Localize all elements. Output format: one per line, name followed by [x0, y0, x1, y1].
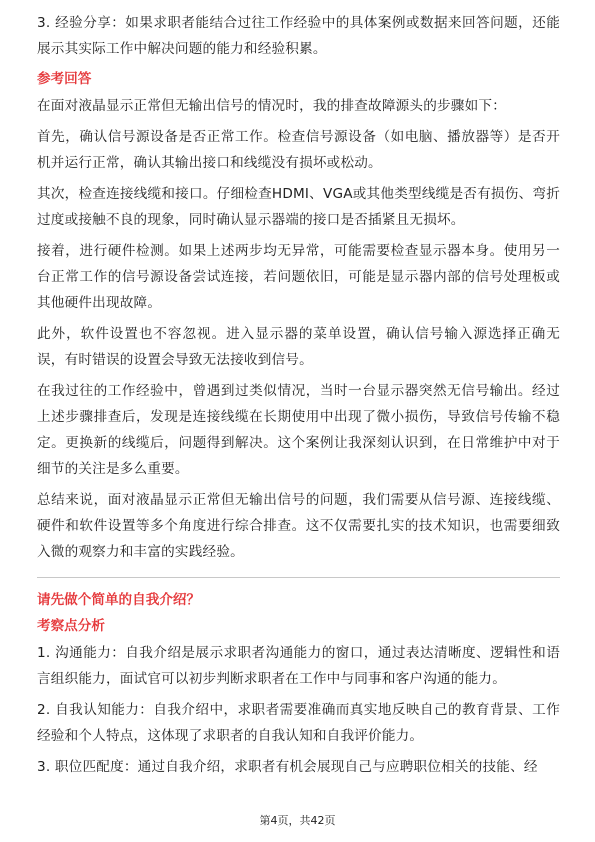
- analysis-item-job-fit: 3. 职位匹配度：通过自我介绍，求职者有机会展现自己与应聘职位相关的技能、经: [37, 759, 538, 775]
- section-divider: [37, 577, 560, 578]
- analysis-heading: 考察点分析: [37, 618, 105, 634]
- answer-paragraph-summary: 总结来说，面对液晶显示正常但无输出信号的问题，我们需要从信号源、连接线缆、硬件和软件设置等多个角度进行综合排查。这不仅需要扎实的技术知识，也需要细致入微的观察力和丰富的实践经验。: [37, 492, 560, 560]
- answer-paragraph-step1: 首先，确认信号源设备是否正常工作。检查信号源设备（如电脑、播放器等）是否开机并运行正常，确认其输出接口和线缆没有损坏或松动。: [37, 129, 560, 171]
- reference-answer-heading: 参考回答: [37, 71, 92, 87]
- answer-paragraph-step3: 接着，进行硬件检测。如果上述两步均无异常，可能需要检查显示器本身。使用另一台正常工作的信号源设备尝试连接，若问题依旧，可能是显示器内部的信号处理板或其他硬件出现故障。: [37, 243, 560, 311]
- answer-paragraph-intro: 在面对液晶显示正常但无输出信号的情况时，我的排查故障源头的步骤如下：: [37, 98, 506, 114]
- document-page: [37, 10, 560, 785]
- analysis-item-self-awareness: 2. 自我认知能力：自我介绍中，求职者需要准确而真实地反映自己的教育背景、工作经验和个人特点，这体现了求职者的自我认知和自我评价能力。: [37, 702, 560, 744]
- answer-paragraph-experience: 在我过往的工作经验中，曾遇到过类似情况，当时一台显示器突然无信号输出。经过上述步骤排查后，发现是连接线缆在长期使用中出现了微小损伤，导致信号传输不稳定。更换新的线缆后，问题得到解决。这个案例让我深刻认识到，在日常维护中对于细节的关注是多么重要。: [37, 383, 560, 477]
- page-number: 第4页，共42页: [259, 814, 336, 827]
- answer-paragraph-step2: 其次，检查连接线缆和接口。仔细检查HDMI、VGA或其他类型线缆是否有损伤、弯折过度或接触不良的现象，同时确认显示器端的接口是否插紧且无损坏。: [37, 186, 560, 228]
- answer-paragraph-step4: 此外，软件设置也不容忽视。进入显示器的菜单设置，确认信号输入源选择正确无误，有时错误的设置会导致无法接收到信号。: [37, 326, 560, 368]
- analysis-item-communication: 1. 沟通能力：自我介绍是展示求职者沟通能力的窗口，通过表达清晰度、逻辑性和语言组织能力，面试官可以初步判断求职者在工作中与同事和客户沟通的能力。: [37, 645, 560, 687]
- question-heading: 请先做个简单的自我介绍？: [37, 592, 201, 608]
- experience-sharing-point: 3. 经验分享：如果求职者能结合过往工作经验中的具体案例或数据来回答问题，还能展示其实际工作中解决问题的能力和经验积累。: [37, 15, 560, 57]
